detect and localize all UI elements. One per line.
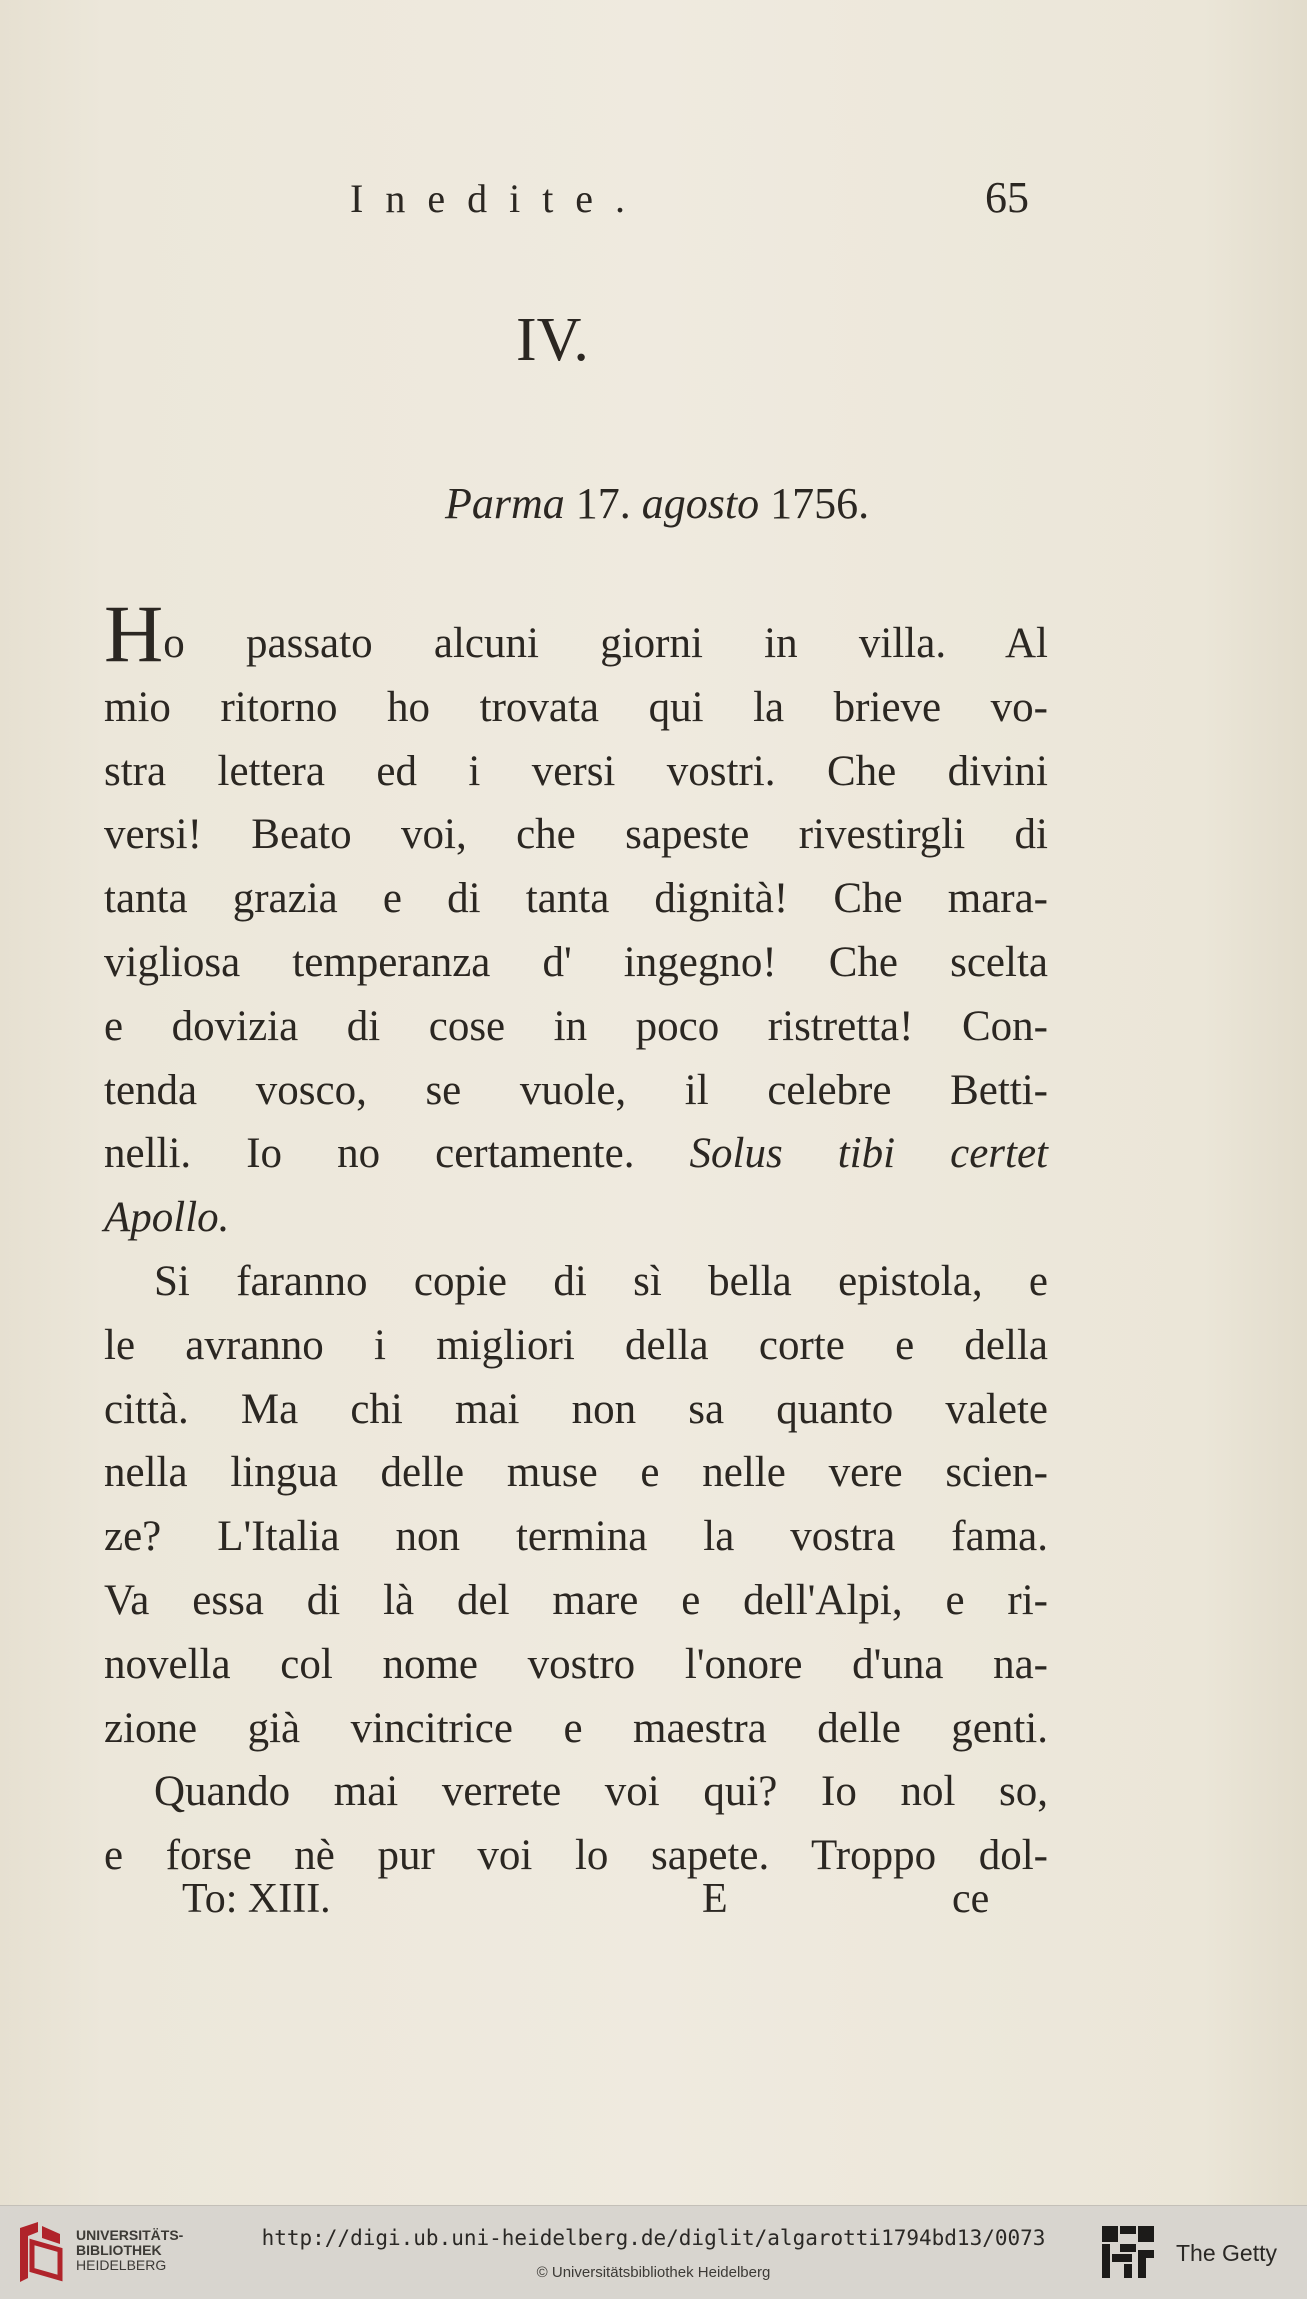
text-line: Ho passato alcuni giorni in villa. Al [104,588,1048,679]
footer-bar [0,2205,1307,2299]
paragraph-1 [104,588,1049,1250]
text-line: tenda vosco, se vuole, il celebre Betti- [104,1066,1048,1114]
text-line: novella col nome vostro l'onore d'una na- [104,1640,1048,1688]
text-line: nella lingua delle muse e nelle vere scien- [104,1449,1048,1497]
dateline-year: 1756. [770,479,870,528]
catchword: ce [952,1876,990,1922]
text-line: zione già vincitrice e maestra delle genti. [104,1704,1048,1752]
text-line: tanta grazia e di tanta dignità! Che mara- [104,875,1048,923]
text-line: le avranno i migliori della corte e della [104,1321,1048,1369]
text-line: Quando mai verrete voi qui? Io nol so, [154,1768,1048,1815]
text-line: e dovizia di cose in poco ristretta! Con- [104,1002,1048,1050]
running-title: Inedite. [350,176,648,221]
text-line: vigliosa temperanza d' ingegno! Che scelta [104,938,1048,986]
text-line: nelli. Io no certamente. Solus tibi certet [104,1130,1049,1178]
drop-initial: H [104,588,164,679]
text-line: ze? L'Italia non termina la vostra fama. [104,1513,1048,1561]
text-line: Va essa di là del mare e dell'Alpi, e ri- [104,1576,1048,1624]
dateline-place: Parma [445,479,565,528]
signature-mark: E [702,1876,728,1922]
dateline-month: agosto [641,479,760,528]
letter-number: IV. [516,306,589,374]
text-line: Apollo. [104,1194,230,1242]
paragraph-2 [104,1250,1048,1760]
text-line: città. Ma chi mai non sa quanto valete [104,1385,1048,1433]
dateline [445,478,869,529]
text-line: versi! Beato voi, che sapeste rivestirgli di [104,811,1048,859]
university-library-name: UNIVERSITÄTS- BIBLIOTHEK HEIDELBERG [76,2227,184,2273]
getty-logo-icon [1100,2224,1156,2282]
dateline-day: 17. [575,479,631,528]
text-line: Si faranno copie di sì bella epistola, e [154,1258,1048,1305]
volume-mark: To: XIII. [182,1876,331,1922]
page-number: 65 [985,173,1029,222]
page-url[interactable]: http://digi.ub.uni-heidelberg.de/diglit/algarotti1794bd13/0073 [261,2226,1046,2250]
text-line: mio ritorno ho trovata qui la brieve vo- [104,683,1048,731]
paragraph-3 [104,1760,1048,1888]
getty-name: The Getty [1176,2240,1277,2266]
copyright-notice: © Universitätsbibliothek Heidelberg [536,2264,771,2281]
text-line: e forse nè pur voi lo sapete. Troppo dol- [104,1831,1048,1879]
text-line: stra lettera ed i versi vostri. Che divini [104,747,1048,795]
